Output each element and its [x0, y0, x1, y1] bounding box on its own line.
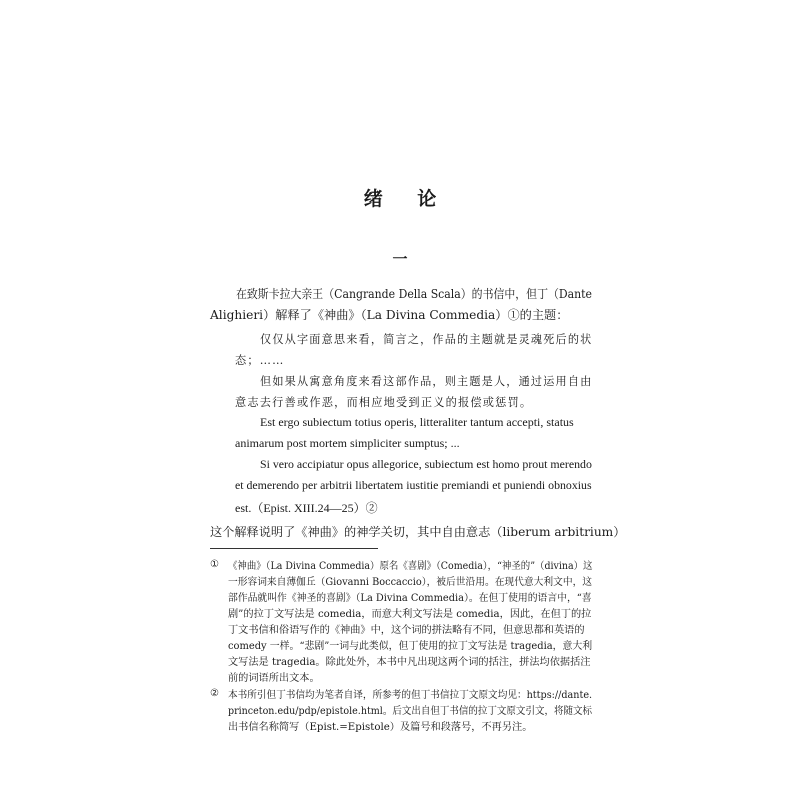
quote-la-line-4: et demerendo per arbitrii libertatem iustitie premiandi et puniendi obnoxius: [235, 478, 592, 492]
footnote-1-line-3: 部作品就叫作《神圣的喜剧》（La Divina Commedia）。在但丁使用的语言中，“喜: [228, 593, 592, 604]
footnote-2-marker: ②: [210, 688, 220, 699]
footnote-1-line-2: 一形容词来自薄伽丘（Giovanni Boccaccio），被后世沿用。在现代意大利文中，这: [228, 577, 593, 588]
quote-cn-line-1: 仅仅从字面意思来看，简言之，作品的主题就是灵魂死后的状: [260, 333, 593, 346]
footnote-2-line-2: princeton.edu/pdp/epistole.html。后文出自但丁书信的拉丁文原文引文，将随文标: [228, 706, 592, 717]
footnote-separator: [210, 548, 378, 549]
quote-cn-line-3: 但如果从寓意角度来看这部作品，则主题是人，通过运用自由: [260, 375, 593, 388]
section-number: 一: [392, 250, 408, 268]
footnote-1-line-7: 文写法是 tragedia。除此处外，本书中凡出现这两个词的括注，拼法均依据括注: [228, 657, 591, 668]
footnote-2-line-1: 本书所引但丁书信均为笔者自译，所参考的但丁书信拉丁文原文均见：https://dante.: [228, 690, 593, 701]
intro-line-1: 在致斯卡拉大亲王（Cangrande Della Scala）的书信中，但丁（Dante: [236, 287, 592, 301]
quote-cn-line-4: 意志去行善或作恶，而相应地受到正义的报偿或惩罚。: [235, 396, 533, 409]
footnote-1-line-8: 前的词语所出文本。: [228, 673, 320, 684]
footnote-1-line-6: comedy 一样。“悲剧”一词与此类似，但丁使用的拉丁文写法是 tragedia，意大利: [228, 641, 593, 652]
chapter-title: 绪 论: [363, 188, 451, 210]
footnote-2-line-3: 出书信名称简写（Epist.=Epistole）及篇号和段落号，不再另注。: [228, 722, 533, 733]
quote-cn-line-2: 态；……: [235, 354, 285, 367]
footnote-1-line-5: 丁文书信和俗语写作的《神曲》中，这个词的拼法略有不同，但意思都和英语的: [228, 625, 585, 636]
quote-la-line-5: est.（Epist. XIII.24—25）②: [235, 501, 378, 515]
footnote-1-marker: ①: [210, 559, 220, 570]
quote-la-line-1: Est ergo subiectum totius operis, litteraliter tantum accepti, status: [260, 415, 574, 429]
footnote-1-line-1: 《神曲》（La Divina Commedia）原名《喜剧》（Comedia），“神圣的”（divina）这: [228, 561, 593, 572]
footnote-1-line-4: 剧”的拉丁文写法是 comedia，而意大利文写法是 comedia，因此，在但丁的拉: [228, 609, 592, 620]
quote-la-line-3: Si vero accipiatur opus allegorice, subiectum est homo prout merendo: [260, 457, 592, 471]
body-line-after-quote: 这个解释说明了《神曲》的神学关切，其中自由意志（liberum arbitrium）: [210, 525, 626, 539]
quote-la-line-2: animarum post mortem simpliciter sumptus; ...: [235, 436, 460, 450]
intro-line-2: Alighieri）解释了《神曲》（La Divina Commedia）①的主题：: [210, 308, 569, 322]
